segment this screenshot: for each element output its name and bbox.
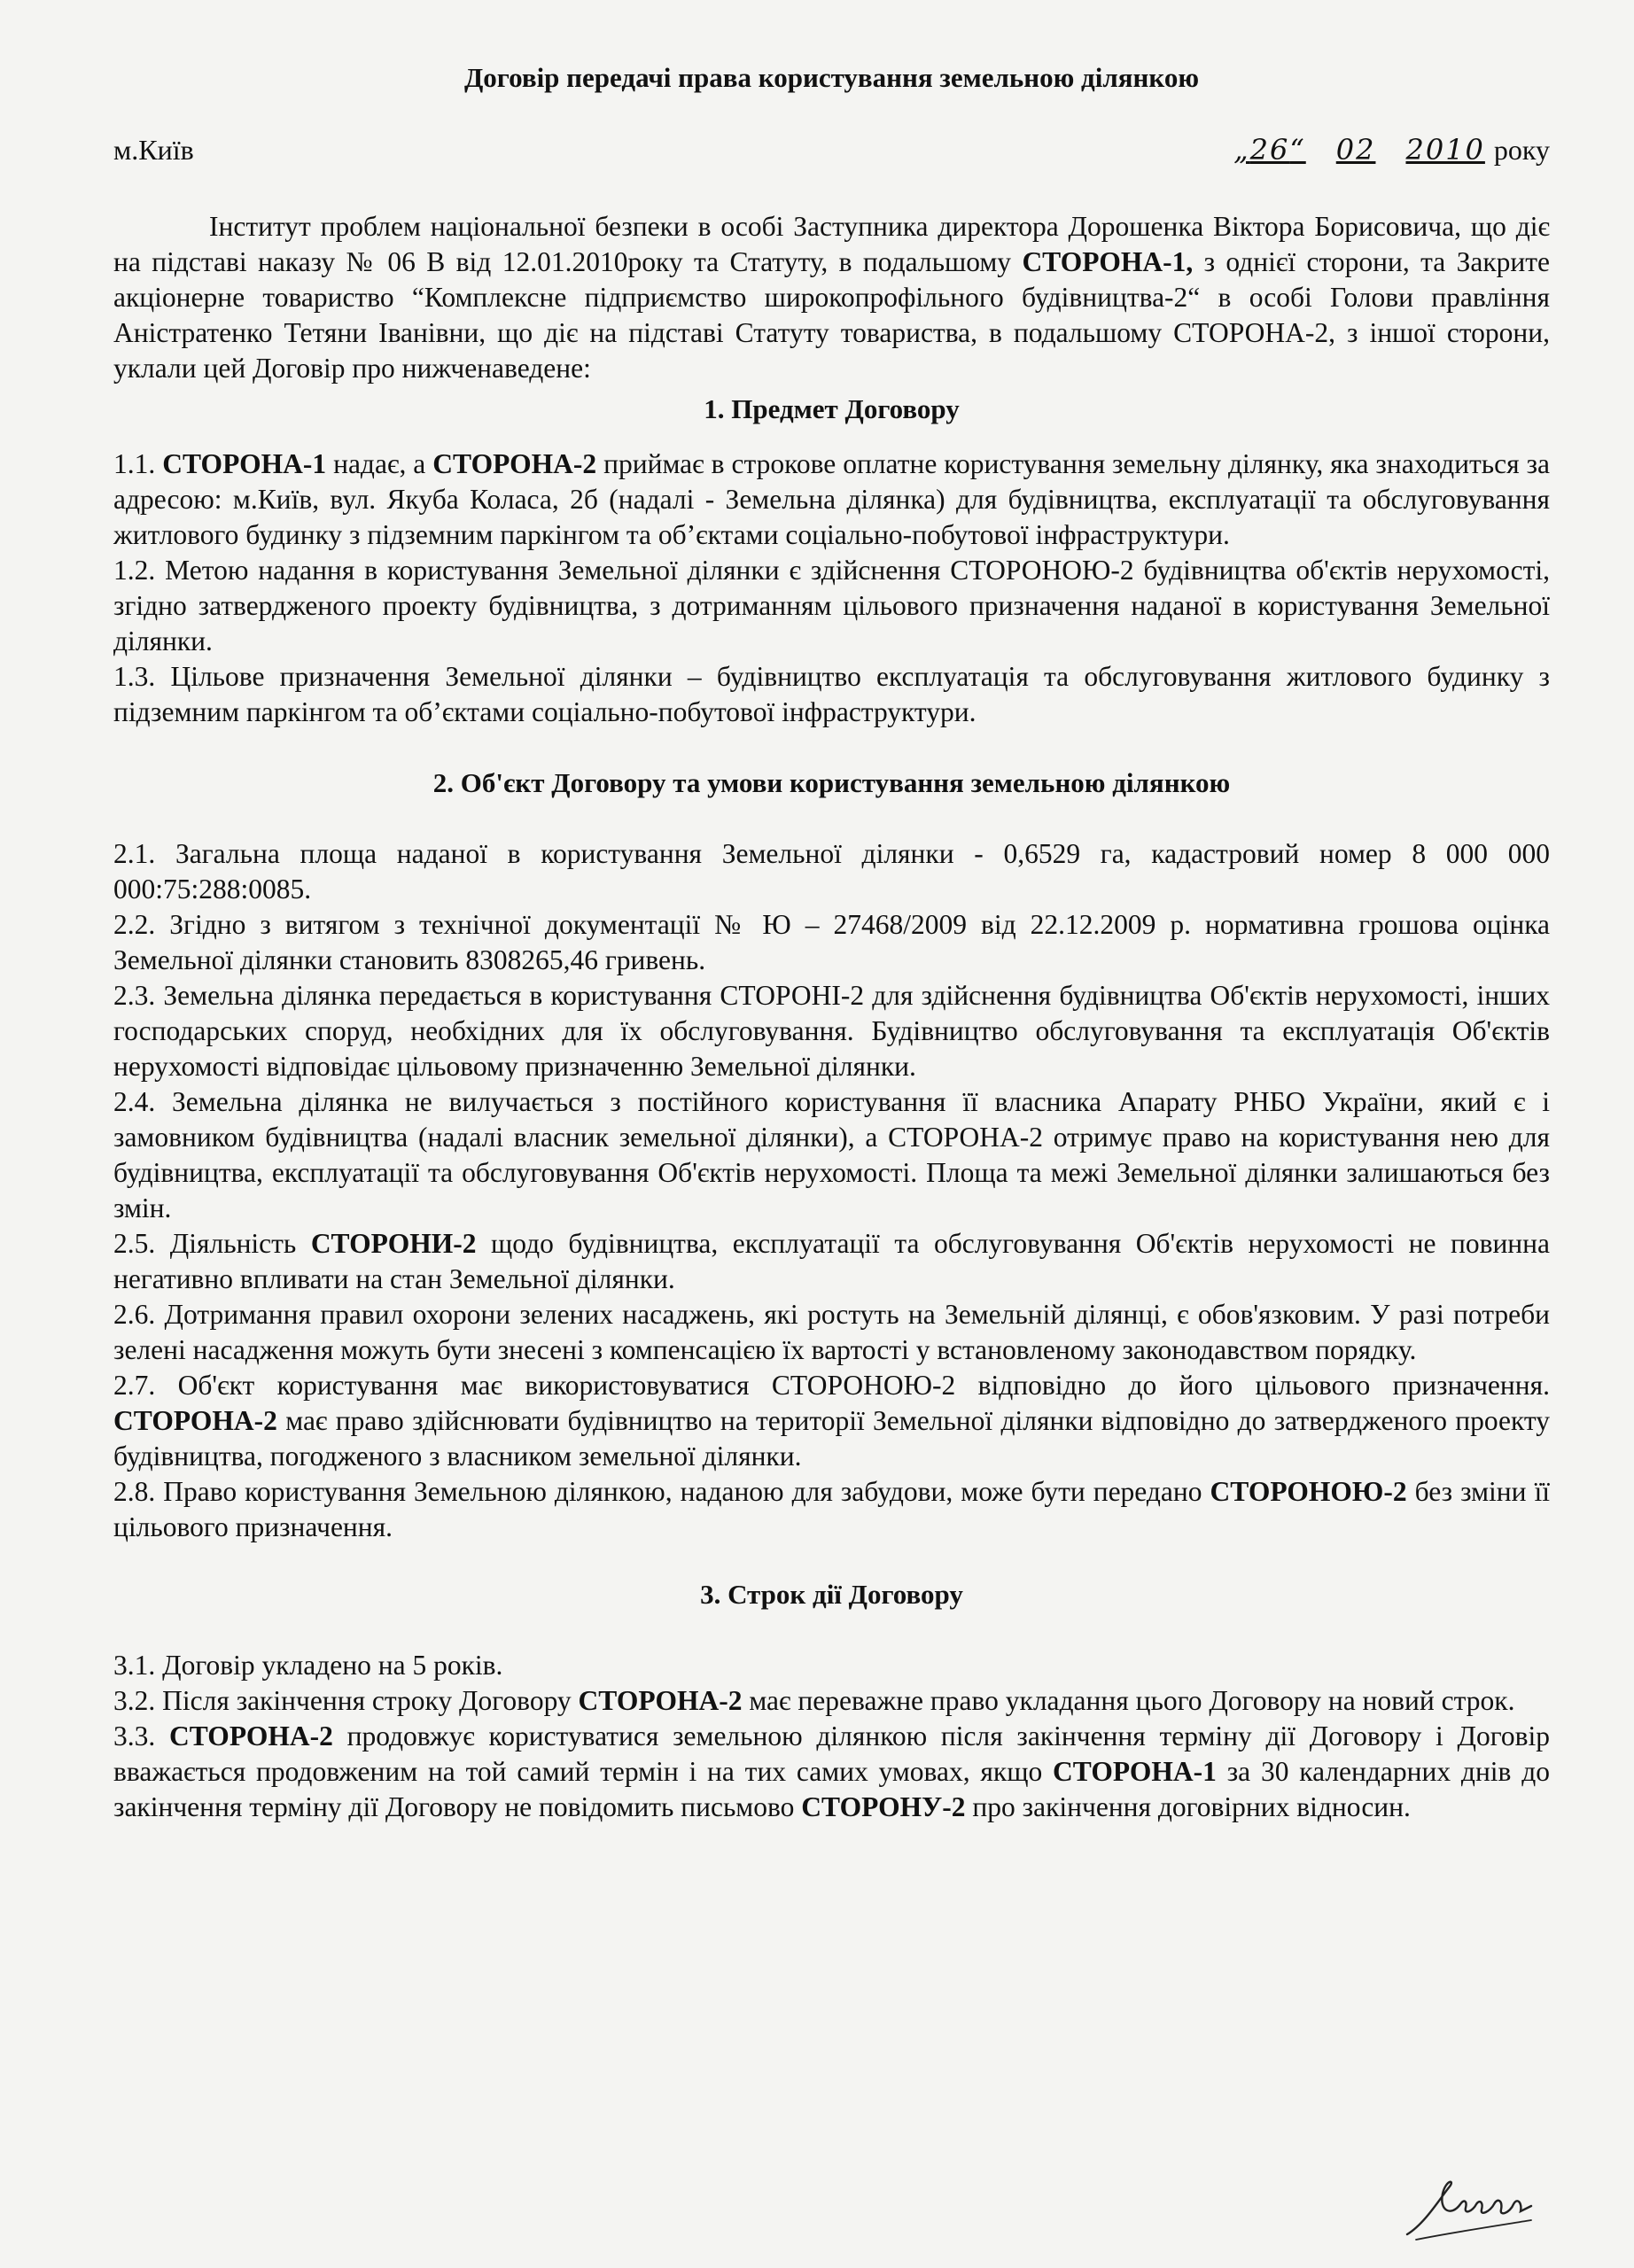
document-title: Договір передачі права користування земельною ділянкою (463, 62, 1200, 93)
section-2-heading: 2. Об'єкт Договору та умови користування земельною ділянкою (432, 767, 1231, 798)
date-year-handwritten: 2010 (1405, 133, 1485, 167)
clause-3-2: 3.2. Після закінчення строку Договору СТОРОНА-2 має переважне право укладання цього Договору на новий строк. (113, 1685, 1515, 1716)
section-3-heading: 3. Строк дії Договору (700, 1579, 963, 1610)
clause-2-4: 2.4. Земельна ділянка не вилучається з постійного користування її власника Апарату РНБО України, який є і замовником будівництва (надалі власник земельної ділянки), а СТОРОНА-2 отримує право на користування нею для будівництва, експлуатації та обслуговування Об'єктів нерухомості. Площа та межі Земельної ділянки залишаються без змін. (113, 1086, 1550, 1223)
city: м.Київ (113, 134, 194, 166)
clause-1-1: 1.1. СТОРОНА-1 надає, а СТОРОНА-2 приймає в строкове оплатне користування земельну ділянку, яка знаходиться за адресою: м.Київ, вул. Якуба Коласа, 2б (надалі - Земельна ділянка) для будівництва, експлуатації та обслуговування житлового будинку з підземним паркінгом та об’єктами соціально-побутової інфраструктури. (113, 448, 1550, 550)
preamble: Інститут проблем національної безпеки в особі Заступника директора Дорошенка Віктора Борисовича, що діє на підставі наказу № 06 В від 12.01.2010року та Статуту, в подальшому СТОРОНА-1, з однієї сторони, та Закрите акціонерне товариство “Комплексне підприємство широкопрофільного будівництва-2“ в особі Голови правління Аністратенко Тетяни Іванівни, що діє на підставі Статуту товариства, в подальшому СТОРОНА-2, з іншої сторони, уклали цей Договір про нижченаведене: (113, 211, 1551, 384)
clause-3-1: 3.1. Договір укладено на 5 років. (113, 1650, 503, 1681)
clause-2-1: 2.1. Загальна площа наданої в користування Земельної ділянки - 0,6529 га, кадастровий номер 8 000 000 000:75:288:0085. (113, 838, 1550, 905)
clause-2-7: 2.7. Об'єкт користування має використовуватися СТОРОНОЮ-2 відповідно до його цільового призначення. СТОРОНА-2 має право здійснювати будівництво на території Земельної ділянки відповідно до затвердженого проекту будівництва, погодженого з власником земельної ділянки. (113, 1370, 1550, 1472)
clause-2-2: 2.2. Згідно з витягом з технічної документації № Ю – 27468/2009 від 22.12.2009 р. нормативна грошова оцінка Земельної ділянки становить 8308265,46 гривень. (113, 909, 1551, 975)
section-1-heading: 1. Предмет Договору (704, 393, 960, 424)
clause-1-3: 1.3. Цільове призначення Земельної ділянки – будівництво експлуатація та обслуговування житлового будинку з підземним паркінгом та об’єктами соціально-побутової інфраструктури. (113, 661, 1551, 727)
clause-2-6: 2.6. Дотримання правил охорони зелених насаджень, які ростуть на Земельній ділянці, є обов'язковим. У разі потреби зелені насадження можуть бути знесені з компенсацією їх вартості у встановленому законодавством порядку. (113, 1299, 1550, 1365)
place-date-row (113, 133, 1550, 167)
clause-1-2: 1.2. Метою надання в користування Земельної ділянки є здійснення СТОРОНОЮ-2 будівництва об'єктів нерухомості, згідно затвердженого проекту будівництва, з дотриманням цільового призначення наданої в користування Земельної ділянки. (113, 555, 1550, 656)
clause-3-3: 3.3. СТОРОНА-2 продовжує користуватися земельною ділянкою після закінчення терміну дії Договору і Договір вважається продовженим на той самий термін і на тих самих умовах, якщо СТОРОНА-1 за 30 календарних днів до закінчення терміну дії Договору не повідомить письмово СТОРОНУ-2 про закінчення договірних відносин. (113, 1720, 1551, 1822)
date-month-handwritten: 02 (1335, 133, 1376, 167)
clause-2-3: 2.3. Земельна ділянка передається в користування СТОРОНІ-2 для здійснення будівництва Об'єктів нерухомості, інших господарських споруд, необхідних для їх обслуговування. Будівництво обслуговування та експлуатація Об'єктів нерухомості відповідає цільовому призначенню Земельної ділянки. (113, 980, 1550, 1082)
signature-icon (1398, 2162, 1540, 2250)
clause-2-5: 2.5. Діяльність СТОРОНИ-2 щодо будівництва, експлуатації та обслуговування Об'єктів нерухомості не повинна негативно впливати на стан Земельної ділянки. (113, 1228, 1550, 1294)
clause-2-8: 2.8. Право користування Земельною ділянкою, наданою для забудови, може бути передано СТОРОНОЮ-2 без зміни її цільового призначення. (113, 1476, 1551, 1542)
date-day-handwritten: „26“ (1233, 133, 1306, 167)
contract-date (1225, 133, 1550, 167)
date-suffix: року (1493, 134, 1550, 166)
